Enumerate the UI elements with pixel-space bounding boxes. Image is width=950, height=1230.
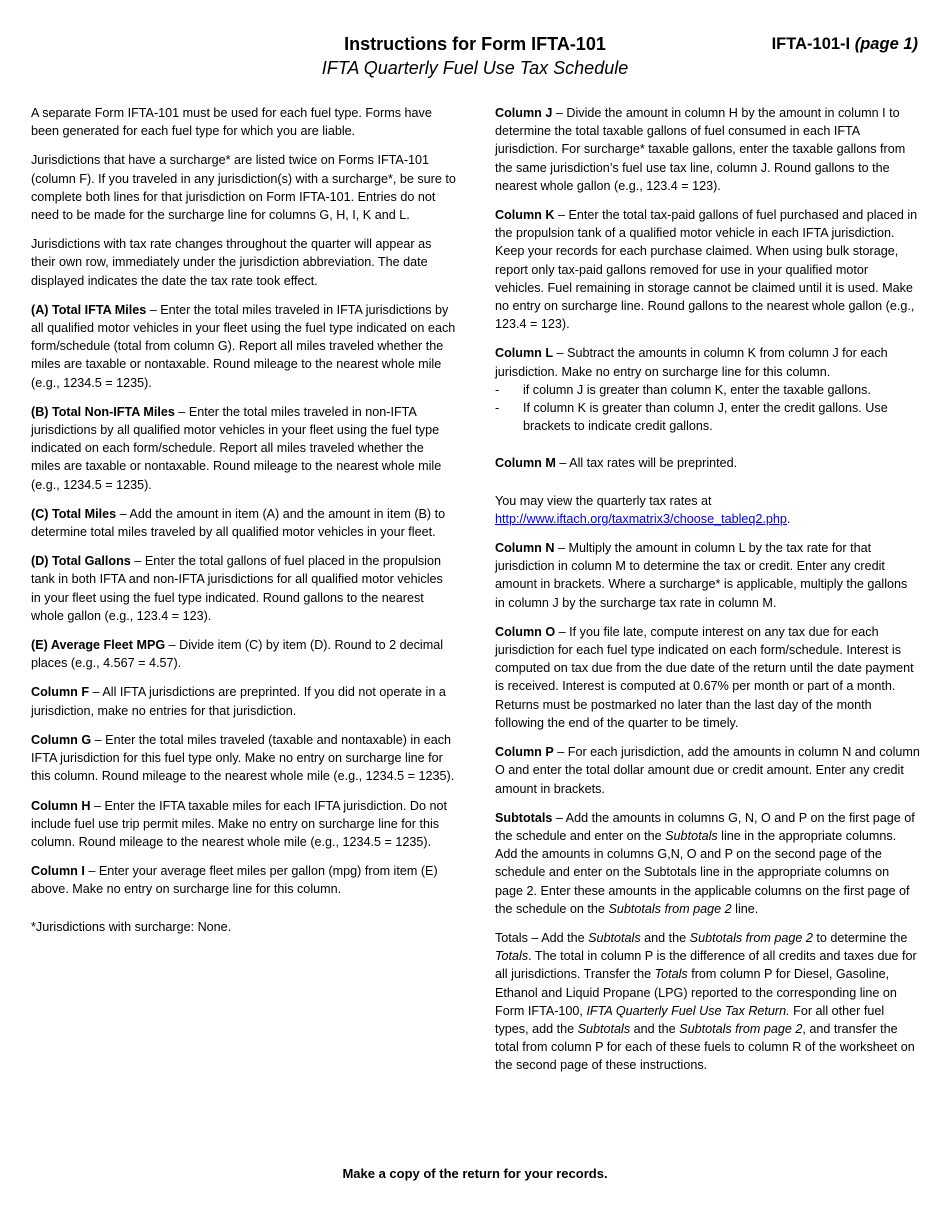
column-p-label: Column P [495, 745, 554, 760]
item-a [31, 301, 456, 392]
item-c [31, 505, 456, 541]
column-p [495, 743, 920, 798]
item-a-label: (A) Total IFTA Miles [31, 302, 147, 317]
tax-rates-text: You may view the quarterly tax rates at [495, 493, 712, 508]
right-column [495, 104, 920, 1086]
column-m-text: – All tax rates will be preprinted. [555, 456, 738, 471]
column-g [31, 731, 456, 786]
column-n [495, 539, 920, 612]
item-c-text: – Add the amount in item (A) and the amount in item (B) to determine total miles traveled by all qualified motor vehicles in your fleet. [31, 506, 446, 540]
column-l-list [495, 381, 920, 436]
column-o-text: – If you file late, compute interest on any tax due for each jurisdiction for each fuel type indicated on each form/schedule. Interest is computed on tax due from the due date of the return until the date payment is received. Interest is computed at 0.67% per month or part of a month. Returns must be postmarked no later than the last day of the month following the end of the quarter to be timely. [495, 624, 914, 730]
column-k [495, 206, 920, 333]
page-label: (page 1) [854, 35, 918, 53]
left-column [31, 104, 456, 947]
column-g-label: Column G [31, 732, 92, 747]
list-item: - If column K is greater than column J, enter the credit gallons. Use brackets to indicate credit gallons. [495, 399, 920, 435]
totals: Totals – Add the Subtotals and the Subtotals from page 2 to determine the Totals. The total in column P is the difference of all credits and taxes due for all jurisdictions. Transfer the Totals from column P for Diesel, Gasoline, Ethanol and Liquid Propane (LPG) reported to the corresponding line on Form IFTA-100, IFTA Quarterly Fuel Use Tax Return. For all other fuel types, add the Subtotals and the Subtotals from page 2, and transfer the total from column P for each of these fuels to column R of the worksheet on the second page of these instructions. [495, 930, 917, 1073]
document-subtitle: IFTA Quarterly Fuel Use Tax Schedule [321, 58, 629, 78]
column-n-text: – Multiply the amount in column L by the tax rate for that jurisdiction in column M to determine the tax or credit. Enter any credit amount in brackets. Where a surcharge* is applicable, multiply the gallons in column J by the surcharge tax rate in column M. [495, 541, 908, 610]
column-f-label: Column F [31, 685, 90, 700]
column-l [495, 344, 920, 380]
item-d [31, 552, 456, 625]
column-p-text: – For each jurisdiction, add the amounts in column N and column O and enter the total dollar amount due or credit amount. Enter any credit amount in brackets. [495, 745, 920, 796]
column-k-text: – Enter the total tax-paid gallons of fuel purchased and placed in the propulsion tank of a qualified motor vehicle in each IFTA jurisdiction. Keep your records for each purchase claimed. When using bulk storage, report only tax-paid gallons removed for use in your qualified motor vehicles. Fuel remaining in storage cannot be claimed until it is used. Make no entry on surcharge line. Round gallons to the nearest whole gallon (e.g., 123.4 = 123). [495, 208, 918, 332]
footer-note: Make a copy of the return for your records. [342, 1166, 608, 1181]
item-b-label: (B) Total Non-IFTA Miles [31, 404, 175, 419]
item-d-text: – Enter the total gallons of fuel placed in the propulsion tank in both IFTA and non-IFTA jurisdictions for all qualified motor vehicles in your fleet using the fuel type indicated. Round gallons to the nearest whole gallon (e.g., 123.4 = 123). [31, 554, 443, 623]
form-id: IFTA-101-I [771, 35, 851, 53]
paragraph-rate-changes: Jurisdictions with tax rate changes throughout the quarter will appear as their own row, immediately under the jurisdiction abbreviation. The date displayed indicates the date the tax rate took effect. [31, 237, 432, 288]
column-i-text: – Enter your average fleet miles per gallon (mpg) from item (E) above. Make no entry on surcharge line for this column. [31, 864, 438, 897]
paragraph-fuel-type: A separate Form IFTA-101 must be used for each fuel type. Forms have been generated for each fuel type for which you are liable. [31, 106, 432, 139]
document-title: Instructions for Form IFTA-101 [344, 34, 606, 54]
item-c-label: (C) Total Miles [31, 506, 117, 521]
item-e [31, 636, 456, 672]
subtotals-label: Subtotals [495, 810, 553, 825]
column-n-label: Column N [495, 541, 555, 556]
column-l-text: – Subtract the amounts in column K from column J for each jurisdiction. Make no entry on surcharge line for this column. [495, 346, 888, 379]
column-f-text: – All IFTA jurisdictions are preprinted. If you did not operate in a jurisdiction, make no entries for that jurisdiction. [31, 685, 446, 718]
column-h [31, 797, 456, 852]
column-l-label: Column L [495, 346, 554, 361]
column-j-label: Column J [495, 106, 553, 120]
column-h-text: – Enter the IFTA taxable miles for each IFTA jurisdiction. Do not include fuel use trip permit miles. Make no entry on surcharge line for this column. Round mileage to the nearest whole mile (e.g., 1234.5 = 1235). [31, 798, 447, 849]
form-page-id [772, 33, 918, 55]
tax-rates-link[interactable]: http://www.iftach.org/taxmatrix3/choose_tableq2.php [495, 511, 787, 526]
column-h-label: Column H [31, 798, 91, 813]
item-d-label: (D) Total Gallons [31, 554, 131, 569]
column-m-label: Column M [495, 456, 556, 471]
tax-rates-link-paragraph: You may view the quarterly tax rates at http://www.iftach.org/taxmatrix3/choose_tableq2.php. [495, 493, 791, 526]
column-g-text: – Enter the total miles traveled (taxable and nontaxable) in each IFTA jurisdiction for this fuel type only. Make no entry on surcharge line for this column. Round mileage to the nearest whole mile (e.g., 1234.5 = 1235). [31, 732, 455, 784]
column-i [31, 862, 456, 898]
column-f [31, 683, 456, 719]
item-e-label: (E) Average Fleet MPG [31, 638, 166, 653]
item-b [31, 403, 456, 494]
column-m [495, 454, 920, 472]
item-b-text: – Enter the total miles traveled in non-IFTA jurisdictions by all qualified motor vehicles in your fleet using the fuel type indicated on each form/schedule. Report all miles traveled whether the miles are taxable or nontaxable. Round mileage to the nearest whole mile (e.g., 1234.5 = 1235). [31, 404, 442, 492]
column-j [495, 104, 920, 195]
column-i-label: Column I [31, 864, 85, 879]
paragraph-surcharge: Jurisdictions that have a surcharge* are listed twice on Forms IFTA-101 (column F). If you traveled in any jurisdiction(s) with a surcharge*, be sure to complete both lines for that jurisdiction on Form IFTA-101. Entries do not need to be made for the surcharge line for columns G, H, I, K and L. [31, 153, 456, 223]
column-k-label: Column K [495, 208, 555, 223]
surcharge-note: *Jurisdictions with surcharge: None. [31, 919, 232, 934]
column-o [495, 623, 920, 732]
subtotals: Subtotals – Add the amounts in columns G, N, O and P on the first page of the schedule and enter on the Subtotals line in the appropriate columns. Add the amounts in columns G,N, O and P on the second page of the schedule and enter on the Subtotals line in the appropriate columns on page 2. Enter these amounts in the applicable columns on the first page of the schedule on the Subtotals from page 2 line. [495, 810, 915, 916]
list-item: - if column J is greater than column K, enter the taxable gallons. [495, 381, 920, 399]
item-a-text: – Enter the total miles traveled in IFTA jurisdictions by all qualified motor vehicles in your fleet using the fuel type indicated on each form/schedule (total from column G). Report all miles traveled whether the miles are taxable or nontaxable. Round mileage to the nearest whole mile (e.g., 1234.5 = 1235). [31, 302, 456, 390]
column-o-label: Column O [495, 624, 556, 639]
item-e-text: – Divide item (C) by item (D). Round to 2 decimal places (e.g., 4.567 = 4.57). [31, 638, 443, 671]
column-j-text: – Divide the amount in column H by the amount in column I to determine the total taxable gallons of fuel consumed in each IFTA jurisdiction. For surcharge* taxable gallons, enter the taxable gallons from the same jurisdiction’s fuel use tax line, column J. Round gallons to the nearest whole gallon (e.g., 123.4 = 123). [495, 106, 906, 193]
